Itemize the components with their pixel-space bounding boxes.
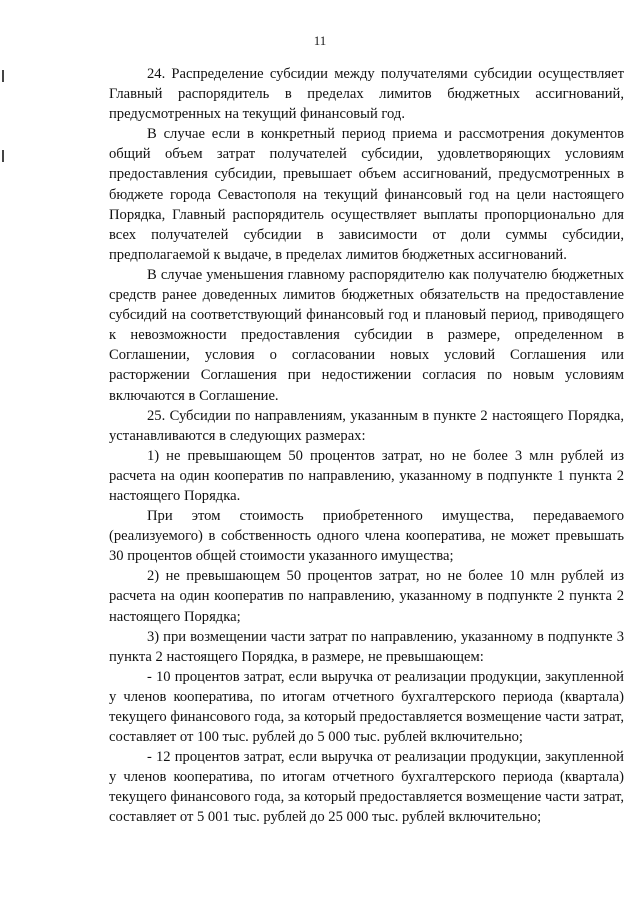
document-body xyxy=(109,64,624,828)
paragraph: В случае уменьшения главному распорядителю как получателю бюджетных средств ранее доведенных лимитов бюджетных обязательств на предоставление субсидий на соответствующий финансовый год и плановый период, приводящего к невозможности предоставления субсидии в размере, определенном в Соглашении, условия о согласовании новых условий Соглашения или расторжении Соглашения при недостижении согласия по новым условиям включаются в Соглашение. xyxy=(109,266,624,404)
paragraph: При этом стоимость приобретенного имущества, передаваемого (реализуемого) в собственность одного члена кооператива, не может превышать 30 процентов общей стоимости указанного имущества; xyxy=(109,508,624,565)
scan-edge-mark xyxy=(2,70,4,82)
scan-edge-mark xyxy=(2,150,4,162)
paragraph: 3) при возмещении части затрат по направлению, указанному в подпункте 3 пункта 2 настоящего Порядка, в размере, не превышающем: xyxy=(109,628,624,665)
paragraph: - 12 процентов затрат, если выручка от реализации продукции, закупленной у членов кооператива, по итогам отчетного бухгалтерского периода (квартала) текущего финансового года, за который предоставляется возмещение части затрат, составляет от 5 001 тыс. рублей до 25 000 тыс. рублей включительно; xyxy=(109,749,624,826)
paragraph: 1) не превышающем 50 процентов затрат, но не более 3 млн рублей из расчета на один кооператив по направлению, указанному в подпункте 1 пункта 2 настоящего Порядка. xyxy=(109,447,624,504)
paragraph: - 10 процентов затрат, если выручка от реализации продукции, закупленной у членов кооператива, по итогам отчетного бухгалтерского периода (квартала) текущего финансового года, за который предоставляется возмещение части затрат, составляет от 100 тыс. рублей до 5 000 тыс. рублей включительно; xyxy=(109,668,624,746)
page-number: 11 xyxy=(313,33,327,48)
paragraph: 2) не превышающем 50 процентов затрат, но не более 10 млн рублей из расчета на один кооператив по направлению, указанному в подпункте 2 пункта 2 настоящего Порядка; xyxy=(109,568,624,625)
paragraph: 24. Распределение субсидии между получателями субсидии осуществляет Главный распорядитель в пределах лимитов бюджетных ассигнований, предусмотренных на текущий финансовый год. xyxy=(109,66,624,123)
paragraph: В случае если в конкретный период приема и рассмотрения документов общий объем затрат получателей субсидии, удовлетворяющих условиям предоставления субсидии, превышает объем ассигнований, предусмотренных в бюджете города Севастополя на текущий финансовый год на цели настоящего Порядка, Главный распорядитель осуществляет выплаты пропорционально для всех получателей субсидии в зависимости от доли суммы субсидии, предполагаемой к выдаче, в пределах лимитов бюджетных ассигнований. xyxy=(109,126,624,263)
paragraph: 25. Субсидии по направлениям, указанным в пункте 2 настоящего Порядка, устанавливаются в следующих размерах: xyxy=(109,407,624,444)
